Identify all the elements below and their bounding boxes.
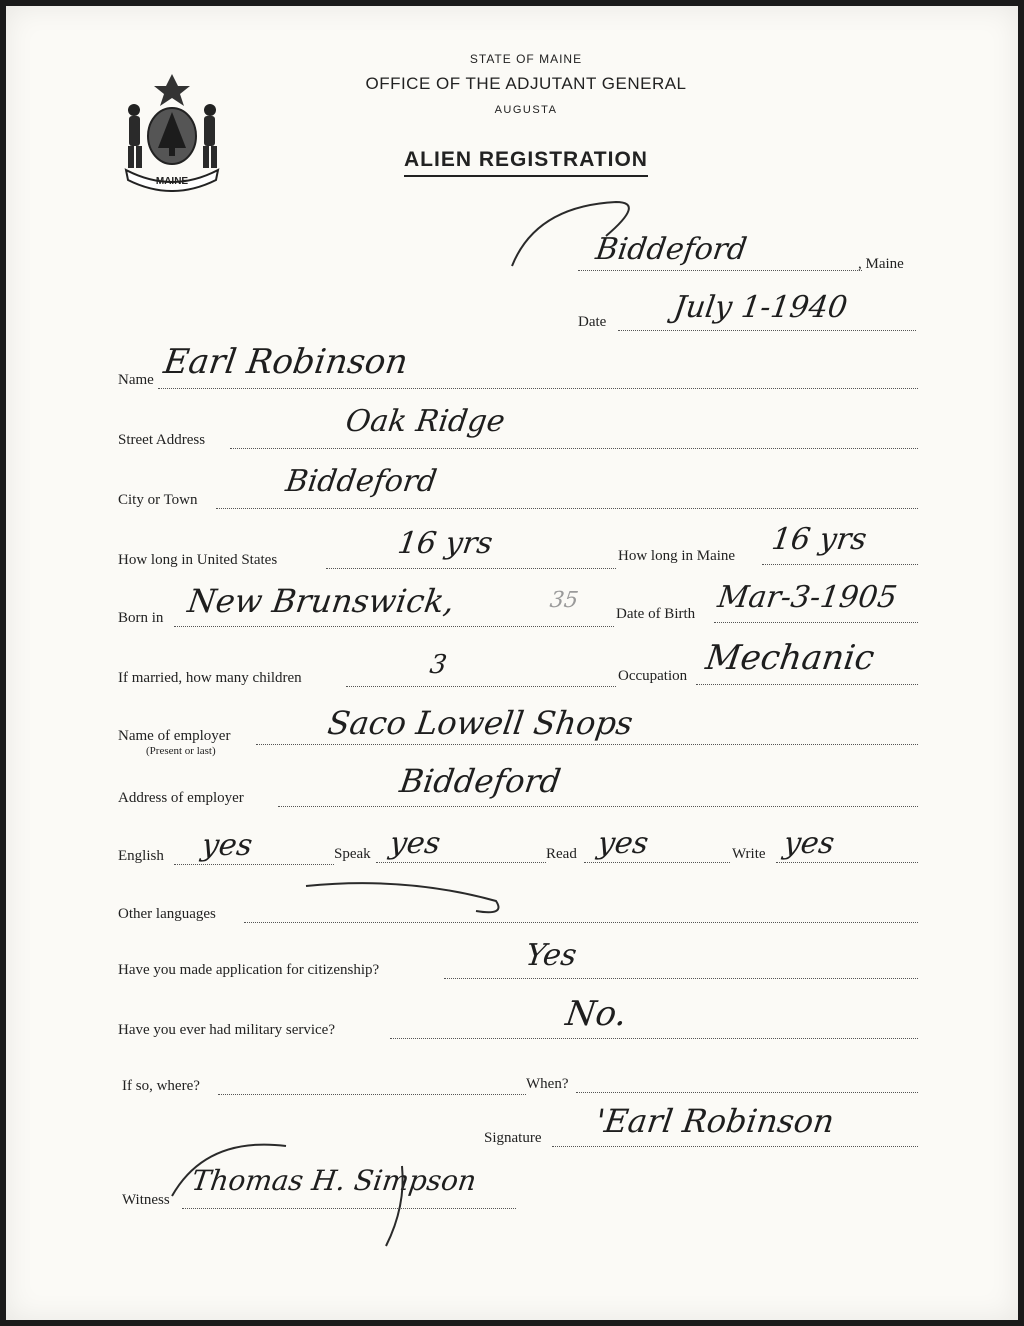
how-long-maine-label: How long in Maine <box>618 548 736 564</box>
state-heading: STATE OF MAINE <box>469 52 583 66</box>
write-value: yes <box>781 826 837 861</box>
children-label: If married, how many children <box>118 670 302 686</box>
employer-value: Saco Lowell Shops <box>325 704 636 742</box>
how-long-maine-line <box>762 564 918 565</box>
children-line <box>346 686 616 687</box>
when-line <box>576 1092 918 1093</box>
read-value: yes <box>595 826 651 861</box>
document-page <box>6 6 1018 1320</box>
street-label: Street Address <box>118 432 206 448</box>
employer-line <box>256 744 918 745</box>
born-note: 35 <box>548 588 580 613</box>
occupation-value: Mechanic <box>703 638 877 678</box>
where-line <box>218 1094 526 1095</box>
write-line <box>776 862 918 863</box>
read-label: Read <box>546 846 577 862</box>
date-line <box>618 330 916 331</box>
where-label: If so, where? <box>122 1078 200 1094</box>
born-in-line <box>174 626 614 627</box>
speak-label: Speak <box>334 846 371 862</box>
employer-sublabel: (Present or last) <box>146 745 216 757</box>
citizenship-label: Have you made application for citizenship? <box>118 962 380 978</box>
name-line <box>158 388 918 389</box>
form-title: ALIEN REGISTRATION <box>306 148 746 172</box>
occupation-label: Occupation <box>618 668 688 684</box>
street-line <box>230 448 918 449</box>
children-value: 3 <box>427 650 449 680</box>
witness-value: Thomas H. Simpson <box>189 1164 479 1197</box>
military-value: No. <box>563 994 630 1034</box>
witness-label: Witness <box>122 1192 170 1208</box>
english-line <box>174 864 334 865</box>
english-label: English <box>118 848 164 864</box>
employer-address-label: Address of employer <box>118 790 244 806</box>
read-line <box>584 862 730 863</box>
dob-label: Date of Birth <box>616 606 696 622</box>
citizenship-value: Yes <box>523 938 579 973</box>
dob-value: Mar-3-1905 <box>715 580 900 615</box>
seal-text: MAINE <box>155 176 189 187</box>
military-label: Have you ever had military service? <box>118 1022 335 1038</box>
born-in-value: New Brunswick, <box>185 582 457 620</box>
city-line <box>216 508 918 509</box>
signature-value: 'Earl Robinson <box>593 1102 837 1140</box>
other-languages-line <box>244 922 918 923</box>
how-long-us-label: How long in United States <box>118 552 278 568</box>
employer-address-line <box>278 806 918 807</box>
how-long-us-value: 16 yrs <box>395 526 495 561</box>
write-label: Write <box>732 846 766 862</box>
english-value: yes <box>199 828 255 863</box>
city-label: City or Town <box>118 492 198 508</box>
name-value: Earl Robinson <box>161 342 411 382</box>
date-value: July 1-1940 <box>671 290 850 325</box>
speak-value: yes <box>387 826 443 861</box>
city-value: Biddeford <box>283 464 439 499</box>
speak-line <box>376 862 546 863</box>
name-label: Name <box>118 372 154 388</box>
how-long-maine-value: 16 yrs <box>769 522 869 557</box>
maine-seal-icon <box>116 70 228 192</box>
other-languages-label: Other languages <box>118 906 216 922</box>
military-line <box>390 1038 918 1039</box>
town-value: Biddeford <box>593 232 749 267</box>
town-suffix-label: , Maine <box>858 256 904 272</box>
occupation-line <box>696 684 918 685</box>
date-label: Date <box>578 314 607 330</box>
when-label: When? <box>526 1076 569 1092</box>
born-in-label: Born in <box>118 610 164 626</box>
witness-line <box>182 1208 516 1209</box>
city-heading: AUGUSTA <box>494 104 558 116</box>
signature-label: Signature <box>484 1130 542 1146</box>
town-line <box>578 270 862 271</box>
citizenship-line <box>444 978 918 979</box>
signature-line <box>552 1146 918 1147</box>
dob-line <box>714 622 918 623</box>
how-long-us-line <box>326 568 616 569</box>
employer-label: Name of employer (Present or last) <box>118 728 231 757</box>
street-value: Oak Ridge <box>343 404 508 439</box>
employer-address-value: Biddeford <box>397 762 564 800</box>
office-heading: OFFICE OF THE ADJUTANT GENERAL <box>365 74 687 93</box>
